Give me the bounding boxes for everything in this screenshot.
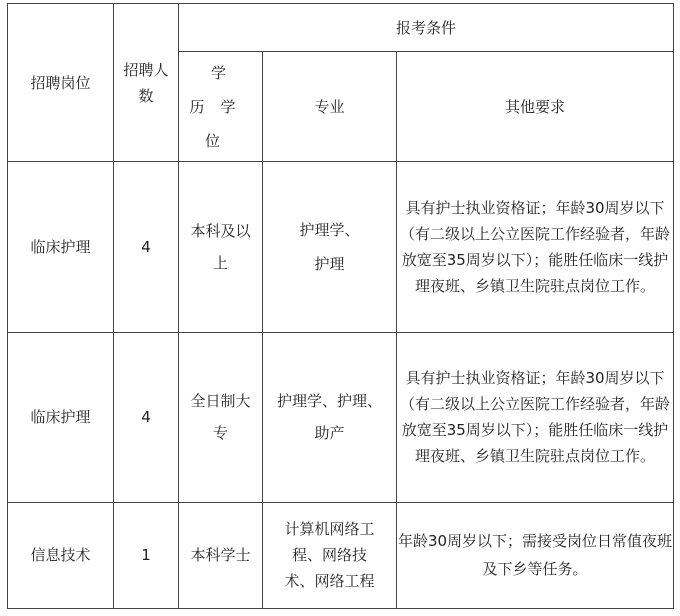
cell-education	[179, 332, 263, 502]
header-other-label: 其他要求	[505, 97, 566, 116]
header-education-label: 学历学位	[189, 63, 252, 150]
count-value: 1	[141, 546, 151, 565]
header-position-label: 招聘岗位	[30, 73, 91, 92]
header-education	[179, 52, 263, 162]
cell-other	[397, 162, 674, 332]
cell-other	[397, 332, 674, 502]
cell-count	[114, 502, 179, 608]
header-major	[263, 52, 397, 162]
other-value: 具有护士执业资格证；年龄30周岁以下（有二级以上公立医院工作经验者，年龄放宽至35周岁以下）；能胜任临床一线护理夜班、乡镇卫生院驻点岗位工作。	[400, 369, 671, 466]
position-value: 临床护理	[30, 237, 91, 256]
major-value: 护理学、护理	[299, 220, 360, 273]
cell-education	[179, 502, 263, 608]
position-value: 临床护理	[30, 408, 91, 427]
cell-count	[114, 162, 179, 332]
header-count-label: 招聘人数	[123, 60, 169, 105]
cell-position	[8, 162, 114, 332]
header-major-label: 专业	[314, 97, 345, 116]
major-value: 计算机网络工程、网络技术、网络工程	[284, 520, 375, 591]
cell-education	[179, 162, 263, 332]
major-value: 护理学、护理、助产	[276, 392, 382, 443]
count-value: 4	[141, 237, 151, 256]
header-position	[8, 4, 114, 162]
header-count	[114, 4, 179, 162]
other-value: 具有护士执业资格证；年龄30周岁以下（有二级以上公立医院工作经验者，年龄放宽至35周岁以下）；能胜任临床一线护理夜班、乡镇卫生院驻点岗位工作。	[400, 198, 671, 295]
position-value: 信息技术	[30, 546, 91, 565]
education-value: 本科及以上	[190, 221, 251, 272]
cell-major	[263, 502, 397, 608]
header-conditions	[179, 4, 674, 52]
recruitment-table	[7, 3, 674, 609]
cell-other	[397, 502, 674, 608]
table-row	[8, 502, 674, 608]
cell-position	[8, 502, 114, 608]
education-value: 本科学士	[190, 546, 251, 565]
count-value: 4	[141, 408, 151, 427]
table-row	[8, 162, 674, 332]
table-row	[8, 332, 674, 502]
education-value: 全日制大专	[190, 392, 251, 443]
header-conditions-label: 报考条件	[396, 18, 457, 37]
cell-major	[263, 332, 397, 502]
other-value: 年龄30周岁以下；需接受岗位日常值夜班及下乡等任务。	[397, 532, 673, 579]
header-other	[397, 52, 674, 162]
cell-count	[114, 332, 179, 502]
cell-major	[263, 162, 397, 332]
cell-position	[8, 332, 114, 502]
header-row-top	[8, 4, 674, 52]
